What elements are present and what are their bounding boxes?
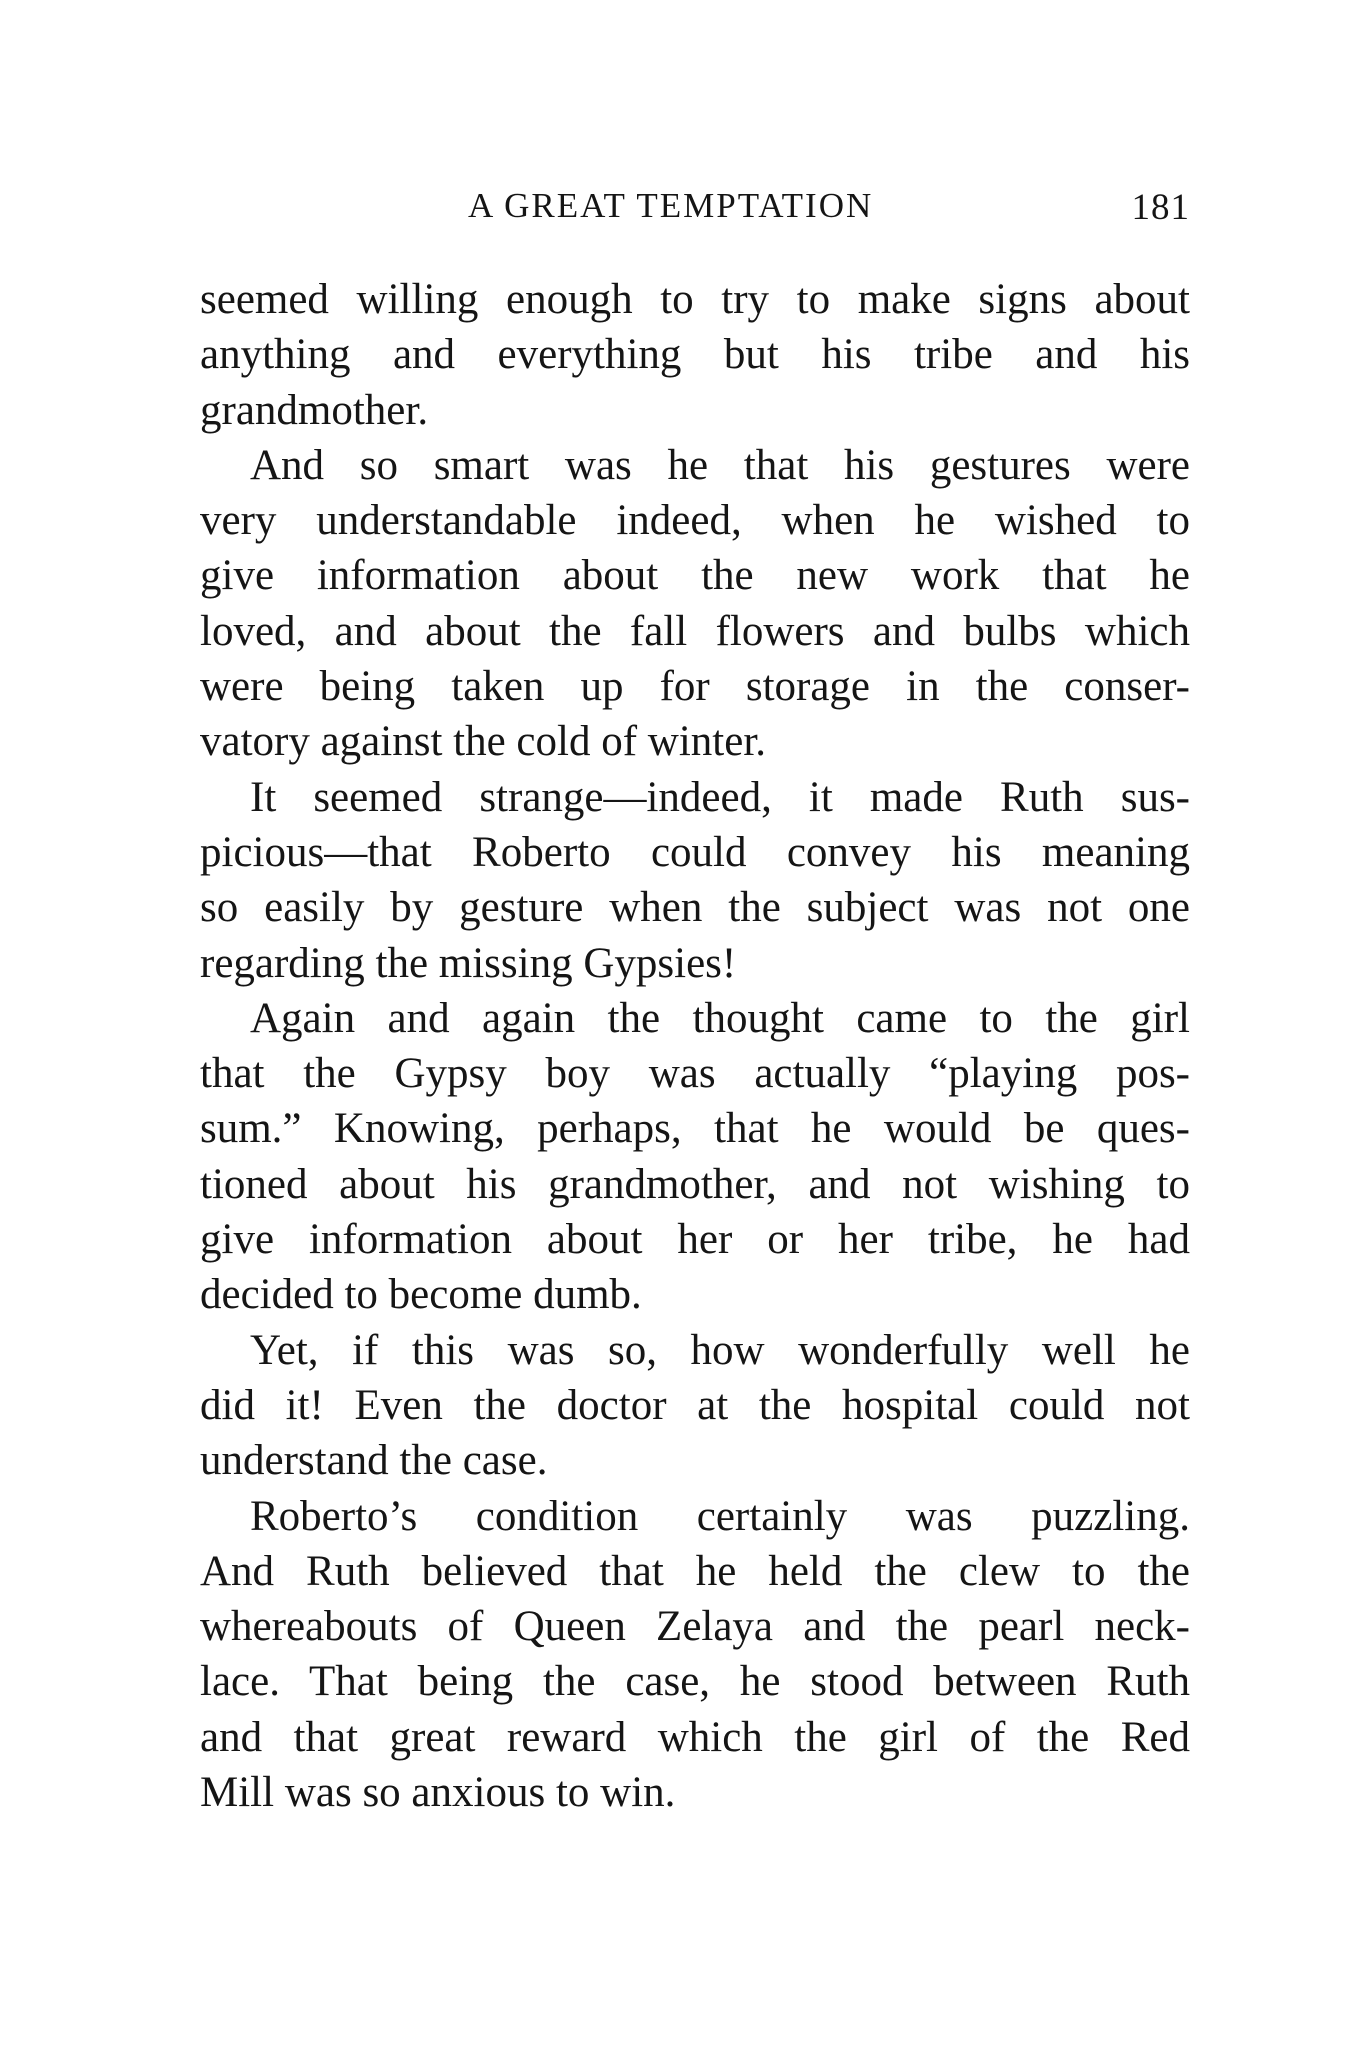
text-line: whereabouts of Queen Zelaya and the pearl neck- (200, 1603, 1190, 1651)
text-line: sum.” Knowing, perhaps, that he would be ques- (200, 1105, 1190, 1153)
text-line: lace. That being the case, he stood between Ruth (200, 1658, 1190, 1706)
text-line: loved, and about the fall flowers and bulbs which (200, 607, 1190, 655)
text-line: grandmother. (200, 386, 429, 434)
text-line: tioned about his grandmother, and not wishing to (200, 1160, 1190, 1208)
page-number: 181 (1131, 187, 1190, 228)
text-line: It seemed strange—indeed, it made Ruth sus- (250, 773, 1190, 821)
text-line: And so smart was he that his gestures were (250, 441, 1190, 489)
text-line: And Ruth believed that he held the clew to the (200, 1547, 1190, 1595)
text-line: seemed willing enough to try to make signs about (200, 276, 1190, 323)
text-line: picious—that Roberto could convey his meaning (200, 828, 1190, 876)
text-line: decided to become dumb. (200, 1271, 642, 1319)
text-line: were being taken up for storage in the conser- (200, 663, 1190, 711)
paragraph-3 (200, 770, 1190, 991)
text-line: give information about her or her tribe, he had (200, 1216, 1190, 1264)
text-line: that the Gypsy boy was actually “playing pos- (200, 1050, 1190, 1098)
text-line: and that great reward which the girl of the Red (200, 1713, 1190, 1761)
text-line: anything and everything but his tribe and his (200, 331, 1190, 379)
text-line: understand the case. (200, 1437, 548, 1485)
text-line: did it! Even the doctor at the hospital could not (200, 1381, 1190, 1429)
paragraph-1 (200, 272, 1190, 438)
text-line: very understandable indeed, when he wished to (200, 497, 1190, 545)
running-head (200, 186, 1190, 234)
paragraph-4 (200, 991, 1190, 1323)
text-line: Yet, if this was so, how wonderfully well he (250, 1326, 1190, 1374)
text-line: vatory against the cold of winter. (200, 718, 767, 766)
text-line: Mill was so anxious to win. (200, 1769, 676, 1817)
paragraph-6 (200, 1489, 1190, 1821)
text-line: regarding the missing Gypsies! (200, 939, 737, 987)
text-line: Again and again the thought came to the girl (250, 994, 1190, 1042)
running-title: A GREAT TEMPTATION (468, 186, 874, 225)
text-line: Roberto’s condition certainly was puzzling. (250, 1492, 1190, 1540)
body-text (200, 272, 1190, 1820)
paragraph-5 (200, 1323, 1190, 1489)
text-line: give information about the new work that he (200, 552, 1190, 600)
text-line: so easily by gesture when the subject was not one (200, 884, 1190, 932)
paragraph-2 (200, 438, 1190, 770)
